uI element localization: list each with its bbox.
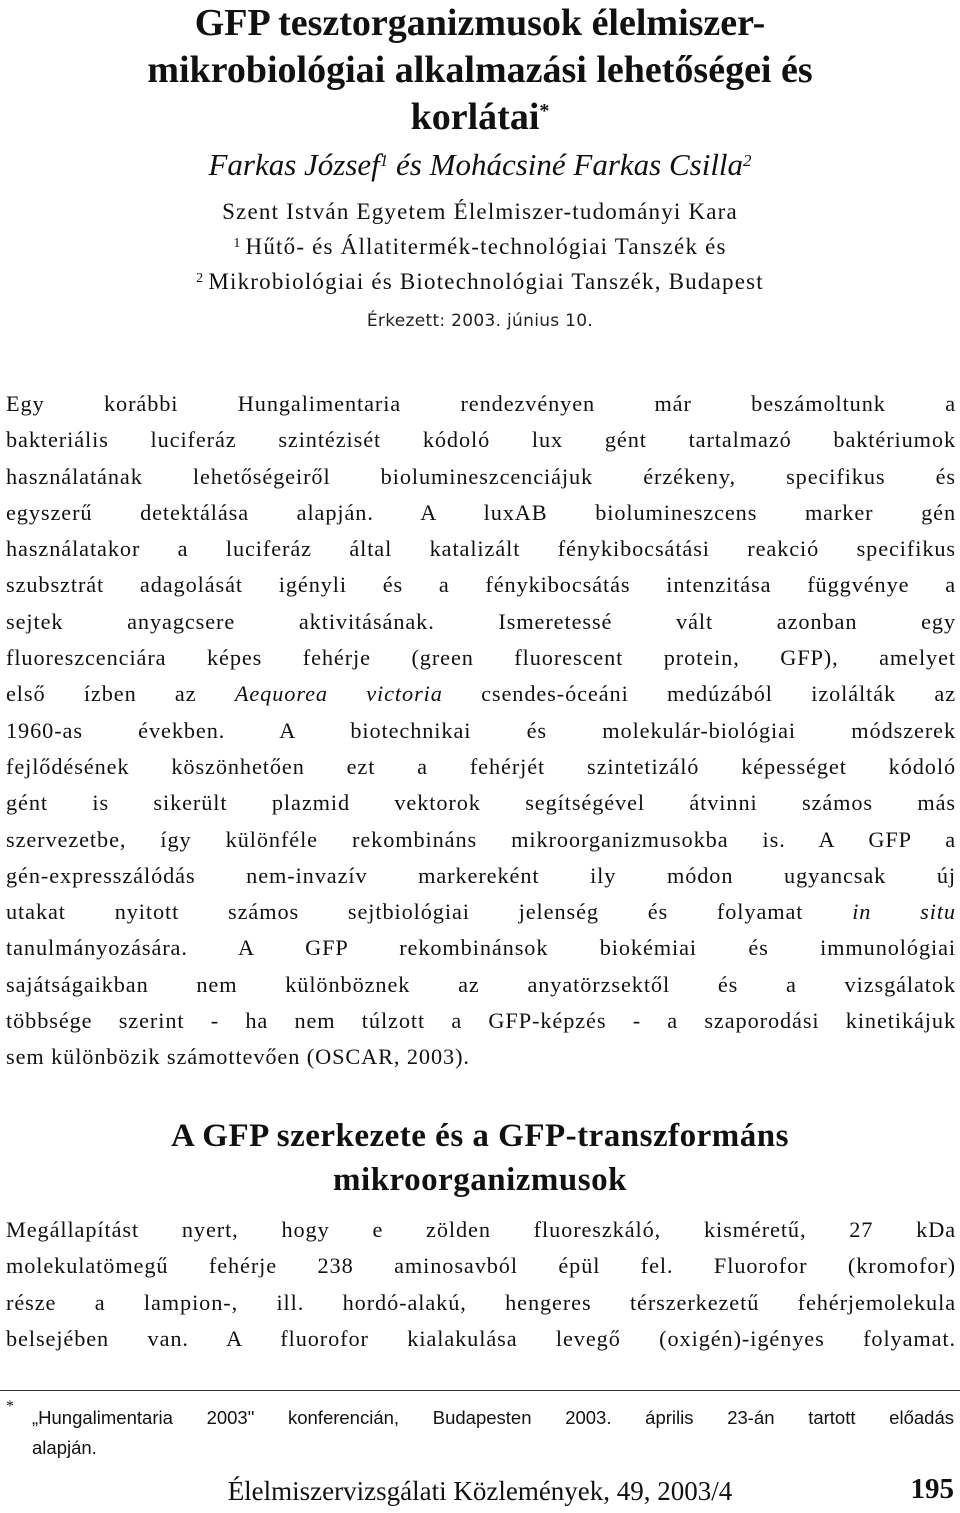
affiliation-department-2 [40,267,920,297]
paragraph-structure [6,1212,956,1357]
title-footnote-mark: * [539,100,550,122]
text-line: tanulmányozására. A GFP rekombinánsok biokémiai és immunológiai [6,935,956,961]
footnote-line-1: „Hungalimentaria 2003" konferencián, Budapesten 2003. április 23-án tartott előadás [32,1407,954,1428]
footnote-line-2: alapján. [32,1437,97,1458]
text-line: sem különbözik számottevően (OSCAR, 2003). [6,1044,470,1070]
text-segment: csendes-óceáni medúzából izolálták az [442,681,956,707]
paper-title [40,0,920,141]
text-line: része a lampion-, ill. hordó-alakú, hengeres térszerkezetű fehérjemolekula [6,1289,956,1315]
affiliation-mark-2: 2 [196,271,205,286]
title-line-2: mikrobiológiai alkalmazási lehetőségei és [147,49,813,91]
author-1-affil-mark: 1 [379,151,389,170]
section-heading [40,1114,920,1202]
text-line: Egy korábbi Hungalimentaria rendezvényen már beszámoltunk a [6,391,956,416]
text-line: bakteriális luciferáz szintézisét kódoló lux gént tartalmazó baktériumok [6,427,956,453]
title-line-3-text: korlátai [410,96,540,138]
section-heading-line-2: mikroorganizmusok [333,1162,627,1198]
footnote-divider [0,1390,960,1391]
received-date: Érkezett: 2003. június 10. [366,311,594,331]
species-name: Aequorea victoria [234,681,443,707]
author-list [40,145,920,185]
text-line: sajátságaikban nem különböznek az anyatörzsektől és a vizsgálatok [6,971,956,997]
text-line: gént is sikerült plazmid vektorok segítségével átvinni számos más [6,790,956,816]
latin-term: in situ [852,899,956,925]
author-2-affil-mark: 2 [743,151,752,170]
text-segment: utakat nyitott számos sejtbiológiai jelenség és folyamat [6,899,853,925]
text-line: fluoreszcenciára képes fehérje (green fluorescent protein, GFP), amelyet [6,645,956,671]
author-conjunction: és [388,147,430,182]
page-number: 195 [910,1473,954,1505]
text-line: 1960-as években. A biotechnikai és molekulár-biológiai módszerek [6,717,956,743]
affiliation-mark-1: 1 [233,236,242,251]
text-line: szervezetbe, így különféle rekombináns mikroorganizmusokba is. A GFP a [6,826,956,852]
footnote-mark: * [6,1398,14,1415]
author-2: Mohácsiné Farkas Csilla [429,147,744,182]
text-line: fejlődésének köszönhetően ezt a fehérjét szintetizáló képességet kódoló [6,753,956,779]
text-line: használatának lehetőségeiről biolumineszcenciájuk érzékeny, specifikus és [6,463,956,489]
section-heading-line-1: A GFP szerkezete és a GFP-transzformáns [171,1118,789,1154]
text-line: gén-expresszálódás nem-invazív markereként ily módon ugyancsak új [6,862,956,888]
text-line-in-situ [6,894,956,930]
journal-reference: Élelmiszervizsgálati Közlemények, 49, 2003/4 [227,1476,733,1506]
text-line: egyszerű detektálása alapján. A luxAB biolumineszcens marker gén [6,499,956,525]
text-line: többsége szerint - ha nem túlzott a GFP-képzés - a szaporodási kinetikájuk [6,1008,956,1034]
affiliation-department-1 [40,232,920,262]
affiliation-department-2-text: Mikrobiológiai és Biotechnológiai Tanszék, Budapest [208,269,764,294]
text-segment: első ízben az [6,681,235,707]
title-line-3 [40,94,920,141]
author-1: Farkas József [208,147,380,182]
text-line: Megállapítást nyert, hogy e zölden fluoreszkáló, kisméretű, 27 kDa [6,1217,956,1242]
text-line: molekulatömegű fehérje 238 aminosavból épül fel. Fluorofor (kromofor) [6,1253,956,1279]
title-line-1: GFP tesztorganizmusok élelmiszer- [194,2,766,44]
text-line-aequorea [6,676,956,712]
text-line: belsejében van. A fluorofor kialakulása levegő (oxigén)-igényes folyamat. [6,1325,956,1351]
affiliation-institution: Szent István Egyetem Élelmiszer-tudományi Kara [222,199,738,224]
text-line: sejtek anyagcsere aktivitásának. Ismeretessé vált azonban egy [6,608,956,634]
text-line: szubsztrát adagolását igényli és a fénykibocsátás intenzitása függvénye a [6,572,956,598]
footnote [32,1403,954,1463]
affiliation-department-1-text: Hűtő- és Állatitermék-technológiai Tanszék és [245,234,727,259]
text-line: használatakor a luciferáz által katalizált fénykibocsátási reakció specifikus [6,536,956,562]
paragraph-intro [6,386,956,1076]
